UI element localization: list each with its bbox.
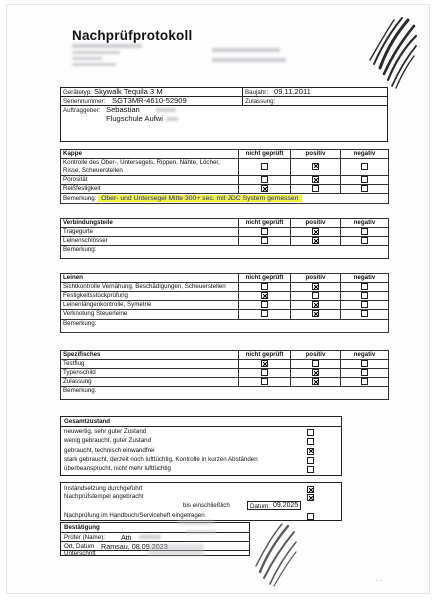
wing-logo-icon xyxy=(358,16,420,92)
seriennummer-value: SGT3MR-4610-52909 xyxy=(112,96,187,105)
bestaetigung-title: Bestätigung xyxy=(64,524,100,531)
row-label: Leinenschlösser xyxy=(61,237,239,246)
col-negative: negativ xyxy=(341,150,389,159)
geraetetyp-label: Gerätetyp: xyxy=(63,89,92,96)
negative-checkbox[interactable] xyxy=(361,369,368,376)
spezifisches-title: Spezifisches xyxy=(61,351,239,360)
negative-checkbox[interactable] xyxy=(361,292,368,299)
datum-field[interactable] xyxy=(247,501,301,510)
row-label: Verknotung Steuerleine xyxy=(61,310,239,319)
negative-checkbox[interactable] xyxy=(361,378,368,385)
positive-checkbox[interactable] xyxy=(312,237,319,244)
row-label: Porosität xyxy=(61,176,239,185)
gesamtzustand-item-label: gebraucht, technisch einwandfrei xyxy=(64,446,155,454)
seriennummer-label: Seriennummer: xyxy=(63,98,106,105)
positive-checkbox[interactable] xyxy=(312,369,319,376)
verbindung-title: Verbindungsteile xyxy=(61,219,239,228)
gesamtzustand-item-label: stark gebraucht, derzeit noch lufttüchtig, Kontrolle in kurzen Abständen xyxy=(64,455,258,463)
kappe-rows xyxy=(61,159,389,194)
stamp-wing-icon xyxy=(242,522,302,590)
not-checked-checkbox[interactable] xyxy=(261,378,268,385)
positive-checkbox[interactable] xyxy=(312,292,319,299)
spezifisches-table xyxy=(60,350,389,400)
col-positive: positiv xyxy=(291,351,341,360)
instandsetzung-label: Instandsetzung durchgeführt xyxy=(64,485,143,492)
negative-checkbox[interactable] xyxy=(361,360,368,367)
col-negative: negativ xyxy=(341,351,389,360)
gesamtzustand-item-label: wenig gebraucht, guter Zustand xyxy=(64,437,152,445)
handbuch-label: Nachprüfung im Handbuch/Serviceheft eingetragen xyxy=(64,512,205,519)
redacted-address-line xyxy=(72,44,142,48)
bemerkung-label: Bemerkung: xyxy=(63,246,97,254)
positive-checkbox[interactable] xyxy=(312,228,319,235)
document-page xyxy=(6,4,430,594)
positive-checkbox[interactable] xyxy=(312,185,319,192)
bemerkung-label: Bemerkung: xyxy=(63,319,97,327)
redacted-address-line xyxy=(72,63,116,66)
negative-checkbox[interactable] xyxy=(361,301,368,308)
redacted-contact-line xyxy=(212,48,280,52)
redacted-signature xyxy=(148,544,204,556)
not-checked-checkbox[interactable] xyxy=(261,292,268,299)
instandsetzung-checkbox[interactable] xyxy=(307,486,314,493)
stempel-label: Nachprüfstempel angebracht xyxy=(64,493,144,500)
not-checked-checkbox[interactable] xyxy=(261,369,268,376)
gesamtzustand-checkbox[interactable] xyxy=(307,457,314,464)
ort-label: Ort, Datum xyxy=(64,543,95,550)
table-row xyxy=(61,159,389,176)
bemerkung-label: Bemerkung: xyxy=(63,387,97,395)
positive-checkbox[interactable] xyxy=(312,283,319,290)
gesamtzustand-item-label: überbeansprucht, nicht mehr lufttüchtig xyxy=(64,465,171,473)
pruefer-label: Prüfer (Name): xyxy=(64,534,105,541)
bemerkung-label: Bemerkung: xyxy=(63,194,97,202)
table-row xyxy=(61,378,389,387)
negative-checkbox[interactable] xyxy=(361,310,368,317)
table-row xyxy=(61,369,389,378)
gesamtzustand-checkbox[interactable] xyxy=(307,448,314,455)
col-positive: positiv xyxy=(291,150,341,159)
negative-checkbox[interactable] xyxy=(361,163,368,170)
geraetetyp-value: Skywalk Tequila 3 M xyxy=(94,87,163,96)
gesamtzustand-checkbox[interactable] xyxy=(307,429,314,436)
redacted-contact-line xyxy=(212,58,286,62)
col-not-checked: nicht geprüft xyxy=(239,150,291,159)
negative-checkbox[interactable] xyxy=(361,237,368,244)
positive-checkbox[interactable] xyxy=(312,378,319,385)
row-label: Typenschild xyxy=(61,369,239,378)
spezifisches-rows xyxy=(61,360,389,387)
table-row xyxy=(61,176,389,185)
not-checked-checkbox[interactable] xyxy=(261,360,268,367)
col-positive: positiv xyxy=(291,219,341,228)
gesamtzustand-box xyxy=(60,416,342,476)
redacted-address-line xyxy=(72,51,120,54)
table-row xyxy=(61,301,389,310)
not-checked-checkbox[interactable] xyxy=(261,301,268,308)
zulassung-label: Zulassung: xyxy=(245,98,276,105)
redacted-stamp-text xyxy=(178,520,214,525)
table-row xyxy=(61,237,389,246)
positive-checkbox[interactable] xyxy=(312,163,319,170)
page-title: Nachprüfprotokoll xyxy=(72,28,193,43)
abschluss-box xyxy=(60,482,342,521)
gesamtzustand-checkbox[interactable] xyxy=(307,466,314,473)
kappe-title: Kappe xyxy=(61,150,239,159)
row-label: Kontrolle des Ober-, Untersegels, Rippen, Nähte, Löcher, Risse, Scheuerstellen xyxy=(61,159,239,176)
not-checked-checkbox[interactable] xyxy=(261,185,268,192)
baujahr-value: 09.11.2011 xyxy=(274,87,311,96)
not-checked-checkbox[interactable] xyxy=(261,237,268,244)
row-label: Festigkeitsstückprüfung xyxy=(61,292,239,301)
table-row xyxy=(61,310,389,319)
not-checked-checkbox[interactable] xyxy=(261,310,268,317)
auftraggeber-company: Flugschule Aufwi xyxy=(106,114,163,123)
table-row xyxy=(61,292,389,301)
row-label: Leinenlängenkontrolle, Symetrie xyxy=(61,301,239,310)
gesamtzustand-title: Gesamtzustand xyxy=(64,418,111,425)
auftraggeber-label: Auftraggeber: xyxy=(63,107,101,114)
leinen-rows xyxy=(61,283,389,320)
col-not-checked: nicht geprüft xyxy=(239,351,291,360)
negative-checkbox[interactable] xyxy=(361,283,368,290)
bis-label: bis einschließlich xyxy=(183,502,230,509)
row-label: Zulassung xyxy=(61,378,239,387)
gesamtzustand-item-label: neuwertig, sehr guter Zustand xyxy=(64,428,147,435)
unterschrift-label: Unterschrift xyxy=(64,550,96,557)
leinen-title: Leinen xyxy=(61,274,239,283)
negative-checkbox[interactable] xyxy=(361,185,368,192)
redacted-stamp-text xyxy=(186,530,216,534)
auftraggeber-name: Sebastian xyxy=(106,105,140,114)
row-label: Reißfestigkeit xyxy=(61,185,239,194)
row-label: Sichtkontrolle Vernähung, Beschädigungen, Scheuerstellen xyxy=(61,283,239,292)
verbindung-rows xyxy=(61,228,389,246)
datum-label: Datum: xyxy=(250,503,270,510)
gesamtzustand-checkbox[interactable] xyxy=(307,438,314,445)
not-checked-checkbox[interactable] xyxy=(261,163,268,170)
not-checked-checkbox[interactable] xyxy=(261,176,268,183)
negative-checkbox[interactable] xyxy=(361,176,368,183)
row-label: Testflug xyxy=(61,360,239,369)
handbuch-checkbox[interactable] xyxy=(307,513,314,520)
not-checked-checkbox[interactable] xyxy=(261,283,268,290)
stempel-checkbox[interactable] xyxy=(307,494,314,501)
leinen-table xyxy=(60,273,389,333)
col-positive: positiv xyxy=(291,274,341,283)
col-not-checked: nicht geprüft xyxy=(239,219,291,228)
col-negative: negativ xyxy=(341,274,389,283)
table-row xyxy=(61,283,389,292)
kappe-table xyxy=(60,149,389,204)
not-checked-checkbox[interactable] xyxy=(261,228,268,235)
ort-value: Ramsau, 08.09.2023 xyxy=(101,542,168,551)
kappe-remark: Ober- und Untersegel Mitte 300+ sec. mit JDC System gemessen xyxy=(98,195,301,202)
table-row xyxy=(61,185,389,194)
negative-checkbox[interactable] xyxy=(361,228,368,235)
col-negative: negativ xyxy=(341,219,389,228)
col-not-checked: nicht geprüft xyxy=(239,274,291,283)
redacted-address-line xyxy=(72,57,102,60)
positive-checkbox[interactable] xyxy=(312,301,319,308)
positive-checkbox[interactable] xyxy=(312,176,319,183)
table-row xyxy=(61,360,389,369)
datum-value: 09.2025 xyxy=(273,502,299,509)
pruefer-value: Atti xyxy=(121,533,132,542)
positive-checkbox[interactable] xyxy=(312,310,319,317)
redacted-surname xyxy=(156,108,176,112)
scan-mark: · · xyxy=(376,578,382,584)
row-label: Tragegurte xyxy=(61,228,239,237)
baujahr-label: Baujahr: xyxy=(245,89,269,96)
verbindung-table xyxy=(60,218,389,259)
table-row xyxy=(61,228,389,237)
redacted-company xyxy=(166,117,178,121)
redacted-pruefer-name xyxy=(139,535,161,539)
positive-checkbox[interactable] xyxy=(312,360,319,367)
